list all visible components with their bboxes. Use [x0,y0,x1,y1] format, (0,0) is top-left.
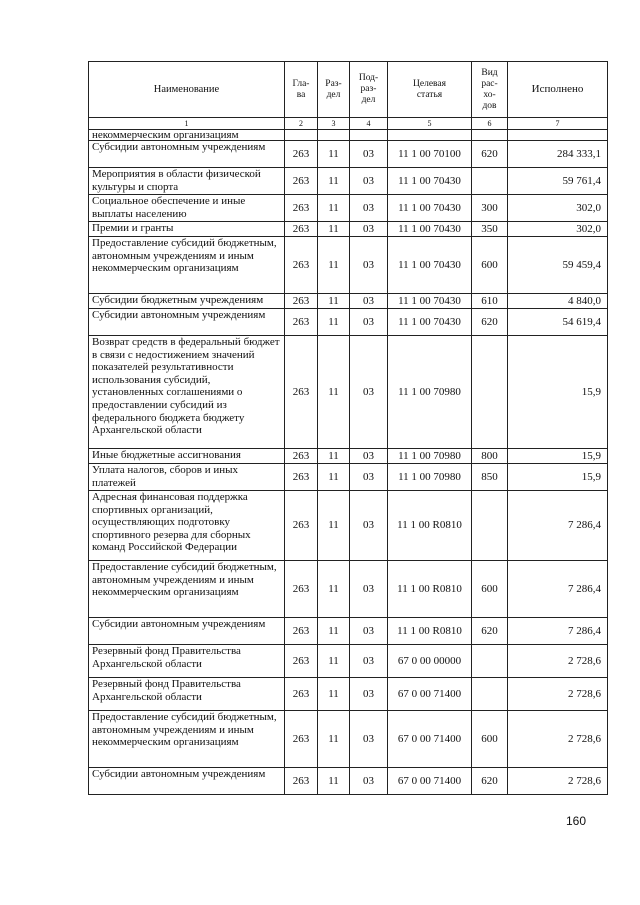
row-chapter-cell: 263 [285,222,318,237]
row-subsection-cell [350,130,388,141]
row-subsection-cell: 03 [350,168,388,195]
row-chapter-cell: 263 [285,645,318,678]
row-expense-type-cell: 610 [472,294,508,309]
row-subsection-cell: 03 [350,294,388,309]
header-chapter: Гла- ва [285,62,318,118]
header-target: Целевая статья [388,62,472,118]
budget-table-sheet [88,61,607,795]
row-target-cell: 11 1 00 70980 [388,449,472,464]
row-subsection-cell: 03 [350,768,388,795]
row-subsection-cell: 03 [350,711,388,768]
table-row [89,678,608,711]
row-chapter-cell: 263 [285,195,318,222]
row-name-cell: Предоставление субсидий бюджетным, автономным учреждениям и иным некоммерческим организациям [89,711,285,768]
row-expense-type-cell: 850 [472,464,508,491]
row-chapter-cell: 263 [285,618,318,645]
row-name-cell: Возврат средств в федеральный бюджет в связи с недостижением значений показателей результативности использования субсидий, установленных соглашениями о предоставлении субсидий из федерального бюджета бюджету Архангельской области [89,336,285,449]
row-target-cell: 11 1 00 70100 [388,141,472,168]
column-number: 1 [89,118,285,130]
table-row [89,168,608,195]
row-amount-cell: 302,0 [508,195,608,222]
row-subsection-cell: 03 [350,449,388,464]
row-target-cell: 11 1 00 R0810 [388,491,472,561]
row-subsection-cell: 03 [350,237,388,294]
row-section-cell: 11 [318,168,350,195]
row-amount-cell: 7 286,4 [508,618,608,645]
row-section-cell: 11 [318,561,350,618]
row-section-cell: 11 [318,222,350,237]
row-name-cell: Социальное обеспечение и иные выплаты населению [89,195,285,222]
row-chapter-cell: 263 [285,336,318,449]
row-expense-type-cell: 620 [472,618,508,645]
table-row [89,464,608,491]
row-subsection-cell: 03 [350,336,388,449]
row-section-cell: 11 [318,711,350,768]
row-target-cell: 67 0 00 71400 [388,768,472,795]
table-row [89,618,608,645]
row-chapter-cell: 263 [285,464,318,491]
table-row [89,141,608,168]
header-expense-type: Вид рас- хо- дов [472,62,508,118]
row-subsection-cell: 03 [350,195,388,222]
row-subsection-cell: 03 [350,141,388,168]
column-number: 7 [508,118,608,130]
row-target-cell: 67 0 00 71400 [388,711,472,768]
row-target-cell: 67 0 00 71400 [388,678,472,711]
header-section: Раз- дел [318,62,350,118]
row-section-cell: 11 [318,449,350,464]
row-name-cell: Субсидии автономным учреждениям [89,768,285,795]
table-row [89,491,608,561]
row-chapter-cell: 263 [285,294,318,309]
row-amount-cell: 15,9 [508,336,608,449]
row-section-cell: 11 [318,618,350,645]
row-amount-cell [508,130,608,141]
row-target-cell: 11 1 00 70980 [388,464,472,491]
row-expense-type-cell: 600 [472,711,508,768]
row-chapter-cell: 263 [285,449,318,464]
table-row [89,237,608,294]
row-expense-type-cell: 600 [472,561,508,618]
column-number: 6 [472,118,508,130]
row-amount-cell: 2 728,6 [508,768,608,795]
table-row [89,711,608,768]
row-target-cell: 11 1 00 70430 [388,222,472,237]
page-number: 160 [566,814,587,828]
row-chapter-cell: 263 [285,309,318,336]
row-subsection-cell: 03 [350,309,388,336]
row-name-cell: Мероприятия в области физической культуры и спорта [89,168,285,195]
row-chapter-cell: 263 [285,768,318,795]
table-row [89,449,608,464]
table-body [89,130,608,795]
row-subsection-cell: 03 [350,491,388,561]
row-amount-cell: 59 459,4 [508,237,608,294]
row-name-cell: Уплата налогов, сборов и иных платежей [89,464,285,491]
row-expense-type-cell [472,168,508,195]
row-subsection-cell: 03 [350,222,388,237]
row-section-cell: 11 [318,237,350,294]
table-row [89,561,608,618]
row-amount-cell: 15,9 [508,464,608,491]
table-row [89,130,608,141]
row-subsection-cell: 03 [350,645,388,678]
row-section-cell: 11 [318,464,350,491]
row-amount-cell: 284 333,1 [508,141,608,168]
row-expense-type-cell: 350 [472,222,508,237]
table-row [89,195,608,222]
row-expense-type-cell: 620 [472,309,508,336]
row-expense-type-cell [472,645,508,678]
column-number: 4 [350,118,388,130]
row-name-cell: Субсидии автономным учреждениям [89,309,285,336]
row-amount-cell: 54 619,4 [508,309,608,336]
row-subsection-cell: 03 [350,618,388,645]
row-amount-cell: 2 728,6 [508,678,608,711]
table-row [89,309,608,336]
row-section-cell: 11 [318,195,350,222]
row-target-cell: 11 1 00 70430 [388,195,472,222]
row-section-cell: 11 [318,294,350,309]
row-name-cell: Субсидии автономным учреждениям [89,618,285,645]
header-subsection: Под- раз- дел [350,62,388,118]
row-amount-cell: 7 286,4 [508,561,608,618]
column-number: 2 [285,118,318,130]
row-amount-cell: 2 728,6 [508,711,608,768]
column-numbers-row [89,118,608,130]
row-section-cell: 11 [318,491,350,561]
row-expense-type-cell: 600 [472,237,508,294]
row-expense-type-cell [472,130,508,141]
row-expense-type-cell [472,491,508,561]
row-section-cell: 11 [318,678,350,711]
row-chapter-cell: 263 [285,141,318,168]
row-amount-cell: 7 286,4 [508,491,608,561]
row-target-cell: 67 0 00 00000 [388,645,472,678]
table-row [89,645,608,678]
column-number: 3 [318,118,350,130]
row-name-cell: Иные бюджетные ассигнования [89,449,285,464]
row-amount-cell: 2 728,6 [508,645,608,678]
row-expense-type-cell [472,336,508,449]
header-executed: Исполнено [508,62,608,118]
row-amount-cell: 15,9 [508,449,608,464]
row-expense-type-cell: 620 [472,141,508,168]
row-expense-type-cell [472,678,508,711]
row-name-cell: Резервный фонд Правительства Архангельской области [89,678,285,711]
row-name-cell: Субсидии автономным учреждениям [89,141,285,168]
row-chapter-cell: 263 [285,711,318,768]
row-chapter-cell [285,130,318,141]
table-row [89,294,608,309]
row-name-cell: Адресная финансовая поддержка спортивных организаций, осуществляющих подготовку спортивного резерва для сборных команд Российской Федерации [89,491,285,561]
row-amount-cell: 4 840,0 [508,294,608,309]
budget-table [88,61,608,795]
row-target-cell: 11 1 00 70980 [388,336,472,449]
row-target-cell: 11 1 00 70430 [388,294,472,309]
row-subsection-cell: 03 [350,464,388,491]
row-subsection-cell: 03 [350,678,388,711]
row-target-cell: 11 1 00 70430 [388,309,472,336]
row-chapter-cell: 263 [285,237,318,294]
row-name-cell: Субсидии бюджетным учреждениям [89,294,285,309]
row-name-cell: Предоставление субсидий бюджетным, автономным учреждениям и иным некоммерческим организациям [89,237,285,294]
row-amount-cell: 59 761,4 [508,168,608,195]
row-expense-type-cell: 620 [472,768,508,795]
row-section-cell: 11 [318,141,350,168]
header-name: Наименование [89,62,285,118]
row-target-cell: 11 1 00 R0810 [388,618,472,645]
row-target-cell [388,130,472,141]
table-row [89,768,608,795]
row-section-cell: 11 [318,768,350,795]
row-chapter-cell: 263 [285,491,318,561]
row-name-cell: Предоставление субсидий бюджетным, автономным учреждениям и иным некоммерческим организациям [89,561,285,618]
row-chapter-cell: 263 [285,561,318,618]
row-expense-type-cell: 300 [472,195,508,222]
row-target-cell: 11 1 00 R0810 [388,561,472,618]
table-row [89,222,608,237]
row-section-cell: 11 [318,336,350,449]
row-chapter-cell: 263 [285,678,318,711]
row-amount-cell: 302,0 [508,222,608,237]
row-name-cell: Резервный фонд Правительства Архангельской области [89,645,285,678]
row-target-cell: 11 1 00 70430 [388,168,472,195]
row-name-cell: Премии и гранты [89,222,285,237]
row-target-cell: 11 1 00 70430 [388,237,472,294]
row-section-cell: 11 [318,645,350,678]
row-subsection-cell: 03 [350,561,388,618]
row-section-cell: 11 [318,309,350,336]
table-row [89,336,608,449]
row-expense-type-cell: 800 [472,449,508,464]
row-name-cell: некоммерческим организациям [89,130,285,141]
column-number: 5 [388,118,472,130]
row-chapter-cell: 263 [285,168,318,195]
row-section-cell [318,130,350,141]
